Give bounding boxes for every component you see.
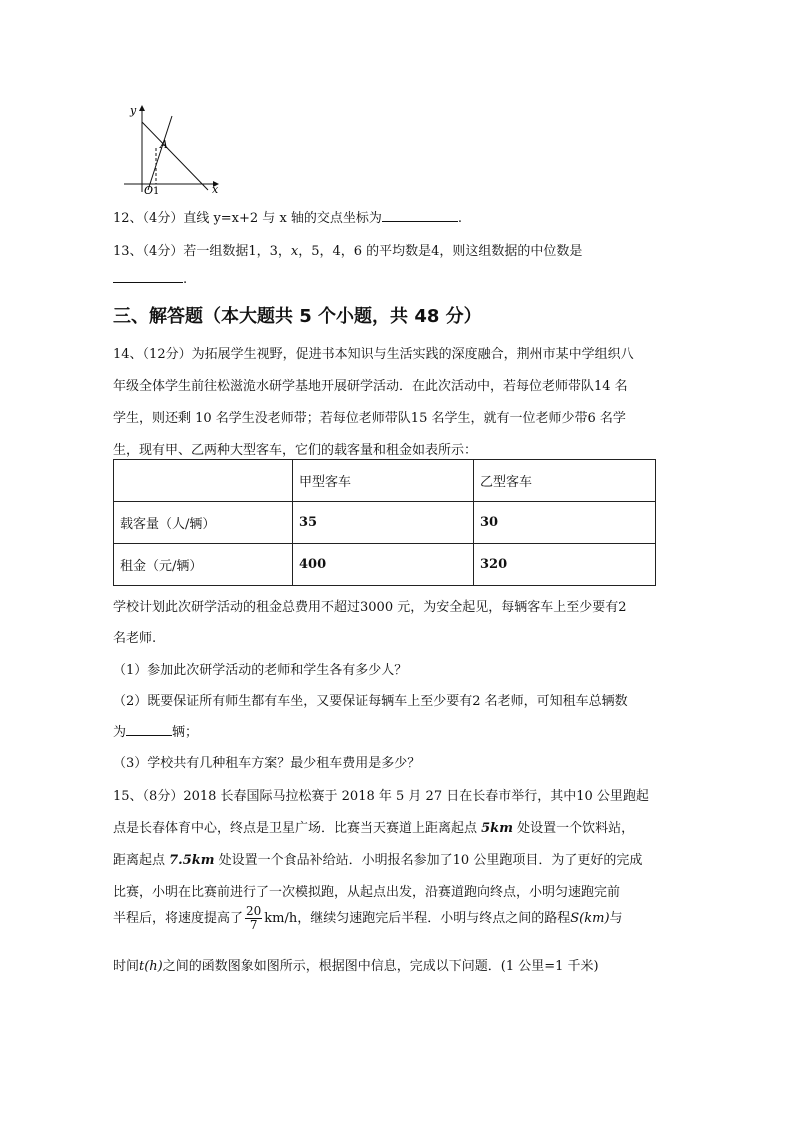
q15-time-var: t(h) (139, 959, 163, 974)
point-a-label: A (160, 138, 168, 151)
q15-line-5 (113, 905, 623, 932)
table-cell: 35 (293, 502, 474, 544)
q15-distance-5km: 5km (481, 821, 513, 836)
speed-fraction (245, 905, 262, 932)
q12-answer-blank[interactable] (382, 209, 458, 222)
q12-end: . (457, 211, 463, 226)
q15-line-5b: km/h，继续匀速跑完后半程．小明与终点之间的路程 (264, 911, 571, 926)
table-cell: 30 (474, 502, 656, 544)
q15-line-1: 15、（8分）2018 长春国际马拉松赛于 2018 年 5 月 27 日在长春市举行，其中10 公里跑起 (113, 789, 649, 804)
q14-sub-1: （1）参加此次研学活动的老师和学生各有多少人？ (113, 663, 408, 678)
q13-end: . (183, 272, 188, 287)
q13-rest: ，5，4，6 的平均数是4，则这组数据的中位数是 (298, 244, 583, 259)
q14-line-4: 生，现有甲、乙两种大型客车，它们的载客量和租金如表所示： (113, 443, 478, 458)
table-cell: 400 (293, 544, 474, 586)
q14-sub-2-suffix: 辆； (172, 725, 199, 740)
line-two (148, 116, 172, 190)
q14-after-line-2: 名老师. (113, 631, 157, 646)
q14-line-1: 14、（12分）为拓展学生视野，促进书本知识与生活实践的深度融合，荆州市某中学组织八 (113, 347, 634, 362)
q15-line-3a: 距离起点 (113, 853, 170, 868)
q14-after-line-1: 学校计划此次研学活动的租金总费用不超过3000 元，为安全起见，每辆客车上至少要有2 (113, 600, 627, 615)
q15-line-2c: 处设置一个饮料站， (512, 821, 635, 836)
section-3-heading: 三、解答题（本大题共 5 个小题，共 48 分） (113, 306, 482, 327)
q14-sub-2: （2）既要保证所有师生都有车坐，又要保证每辆车上至少要有2 名老师，可知租车总辆数 (113, 694, 628, 709)
q15-line-6 (113, 955, 599, 974)
q15-line-6c: 之间的函数图象如图所示，根据图中信息，完成以下问题．(1 公里=1 千米) (162, 959, 599, 974)
q14-sub-2-cont (113, 721, 198, 740)
line-one (142, 122, 208, 190)
tick-one-label: 1 (153, 186, 160, 195)
q15-line-3c: 处设置一个食品补给站．小明报名参加了10 公里跑项目．为了更好的完成 (214, 853, 643, 868)
q14-sub-2-prefix: 为 (113, 725, 127, 740)
table-header-row (114, 460, 656, 502)
q15-line-2 (113, 817, 634, 836)
q13-answer-blank[interactable] (113, 270, 183, 283)
q13-text: 13、（4分）若一组数据1，3， (113, 244, 291, 259)
axis-x-label: x (212, 183, 219, 195)
table-header-cell-b: 乙型客车 (474, 460, 656, 502)
q12-text: 12、（4分）直线 y=x+2 与 x 轴的交点坐标为 (113, 211, 382, 226)
table-header-cell-a: 甲型客车 (293, 460, 474, 502)
fraction-denominator: 7 (249, 918, 258, 932)
q15-distance-7-5km: 7.5km (169, 853, 215, 868)
fraction-numerator: 20 (246, 904, 262, 918)
q15-line-5d: 与 (609, 911, 623, 926)
origin-label: O (144, 184, 154, 195)
table-header-cell-empty (114, 460, 293, 502)
table-row (114, 544, 656, 586)
q15-distance-var: S(km) (570, 911, 610, 926)
q15-line-3 (113, 849, 642, 868)
line-graph-figure (118, 100, 228, 195)
table-cell: 租金（元/辆） (114, 544, 293, 586)
axis-y-label: y (130, 104, 137, 117)
bus-table (113, 459, 656, 586)
q15-line-2a: 点是长春体育中心，终点是卫星广场．比赛当天赛道上距离起点 (113, 821, 482, 836)
q14-line-2: 年级全体学生前往松滋洈水研学基地开展研学活动．在此次活动中，若每位老师带队14 名 (113, 379, 628, 394)
question-12 (113, 207, 462, 226)
table-row (114, 502, 656, 544)
q15-line-5a: 半程后，将速度提高了 (113, 911, 244, 926)
q14-answer-blank[interactable] (126, 723, 172, 736)
q14-sub-3: （3）学校共有几种租车方案？最少租车费用是多少？ (113, 756, 421, 771)
question-13 (113, 240, 582, 259)
q13-blank-line (113, 270, 187, 287)
q15-line-4: 比赛，小明在比赛前进行了一次模拟跑，从起点出发，沿赛道跑向终点，小明匀速跑完前 (113, 885, 621, 900)
q13-variable: x (290, 244, 299, 259)
table-cell: 320 (474, 544, 656, 586)
table-cell: 载客量（人/辆） (114, 502, 293, 544)
q14-line-3: 学生，则还剩 10 名学生没老师带；若每位老师带队15 名学生，就有一位老师少带6 名学 (113, 411, 626, 426)
q15-line-6a: 时间 (113, 959, 140, 974)
